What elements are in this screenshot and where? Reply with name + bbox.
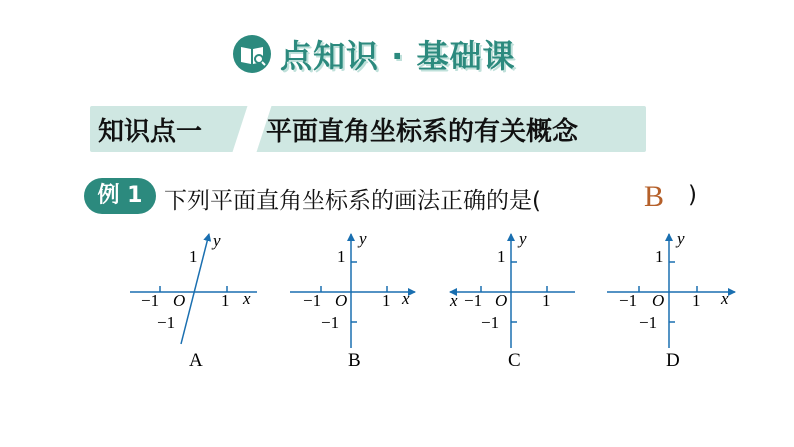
answer-text: B — [644, 180, 665, 213]
x-label: x — [450, 291, 458, 310]
y-label: y — [213, 231, 221, 250]
example-question — [84, 176, 724, 220]
page-title: 点知识 · 基础课 — [280, 37, 516, 75]
option-letter: B — [348, 350, 361, 371]
closing-paren: ) — [688, 182, 697, 208]
neg-one-y-label: −1 — [639, 313, 658, 332]
origin-label: O — [652, 291, 665, 310]
section-header — [232, 30, 515, 78]
neg-one-y-label: −1 — [481, 313, 500, 332]
graph-c — [449, 229, 575, 371]
x-label: x — [243, 289, 251, 308]
neg-one-x-label: −1 — [141, 291, 160, 310]
graph-options — [125, 228, 745, 378]
graph-a — [130, 231, 257, 371]
neg-one-x-label: −1 — [464, 291, 483, 310]
one-x-label: 1 — [221, 291, 230, 310]
option-letter: C — [508, 350, 521, 371]
origin-label: O — [173, 291, 186, 310]
book-icon — [232, 34, 272, 74]
one-x-label: 1 — [542, 291, 551, 310]
option-letter: A — [189, 350, 203, 371]
knowledge-point-title: 平面直角坐标系的有关概念 — [266, 117, 579, 147]
knowledge-point-label: 知识点一 — [98, 117, 203, 147]
graph-b — [290, 229, 415, 371]
neg-one-y-label: −1 — [321, 313, 340, 332]
example-badge: 例 1 — [84, 178, 156, 214]
y-label: y — [519, 229, 527, 248]
neg-one-x-label: −1 — [303, 291, 322, 310]
origin-label: O — [495, 291, 508, 310]
y-label: y — [677, 229, 685, 248]
one-x-label: 1 — [692, 291, 701, 310]
graph-d — [607, 229, 735, 371]
one-x-label: 1 — [382, 291, 391, 310]
x-label: x — [721, 289, 729, 308]
one-y-label: 1 — [189, 247, 198, 266]
one-y-label: 1 — [497, 247, 506, 266]
one-y-label: 1 — [655, 247, 664, 266]
question-text: 下列平面直角坐标系的画法正确的是( — [164, 188, 541, 214]
knowledge-point-bar — [90, 106, 646, 152]
neg-one-x-label: −1 — [619, 291, 638, 310]
option-letter: D — [666, 350, 680, 371]
one-y-label: 1 — [337, 247, 346, 266]
x-label: x — [402, 289, 410, 308]
neg-one-y-label: −1 — [157, 313, 176, 332]
origin-label: O — [335, 291, 348, 310]
y-label: y — [359, 229, 367, 248]
